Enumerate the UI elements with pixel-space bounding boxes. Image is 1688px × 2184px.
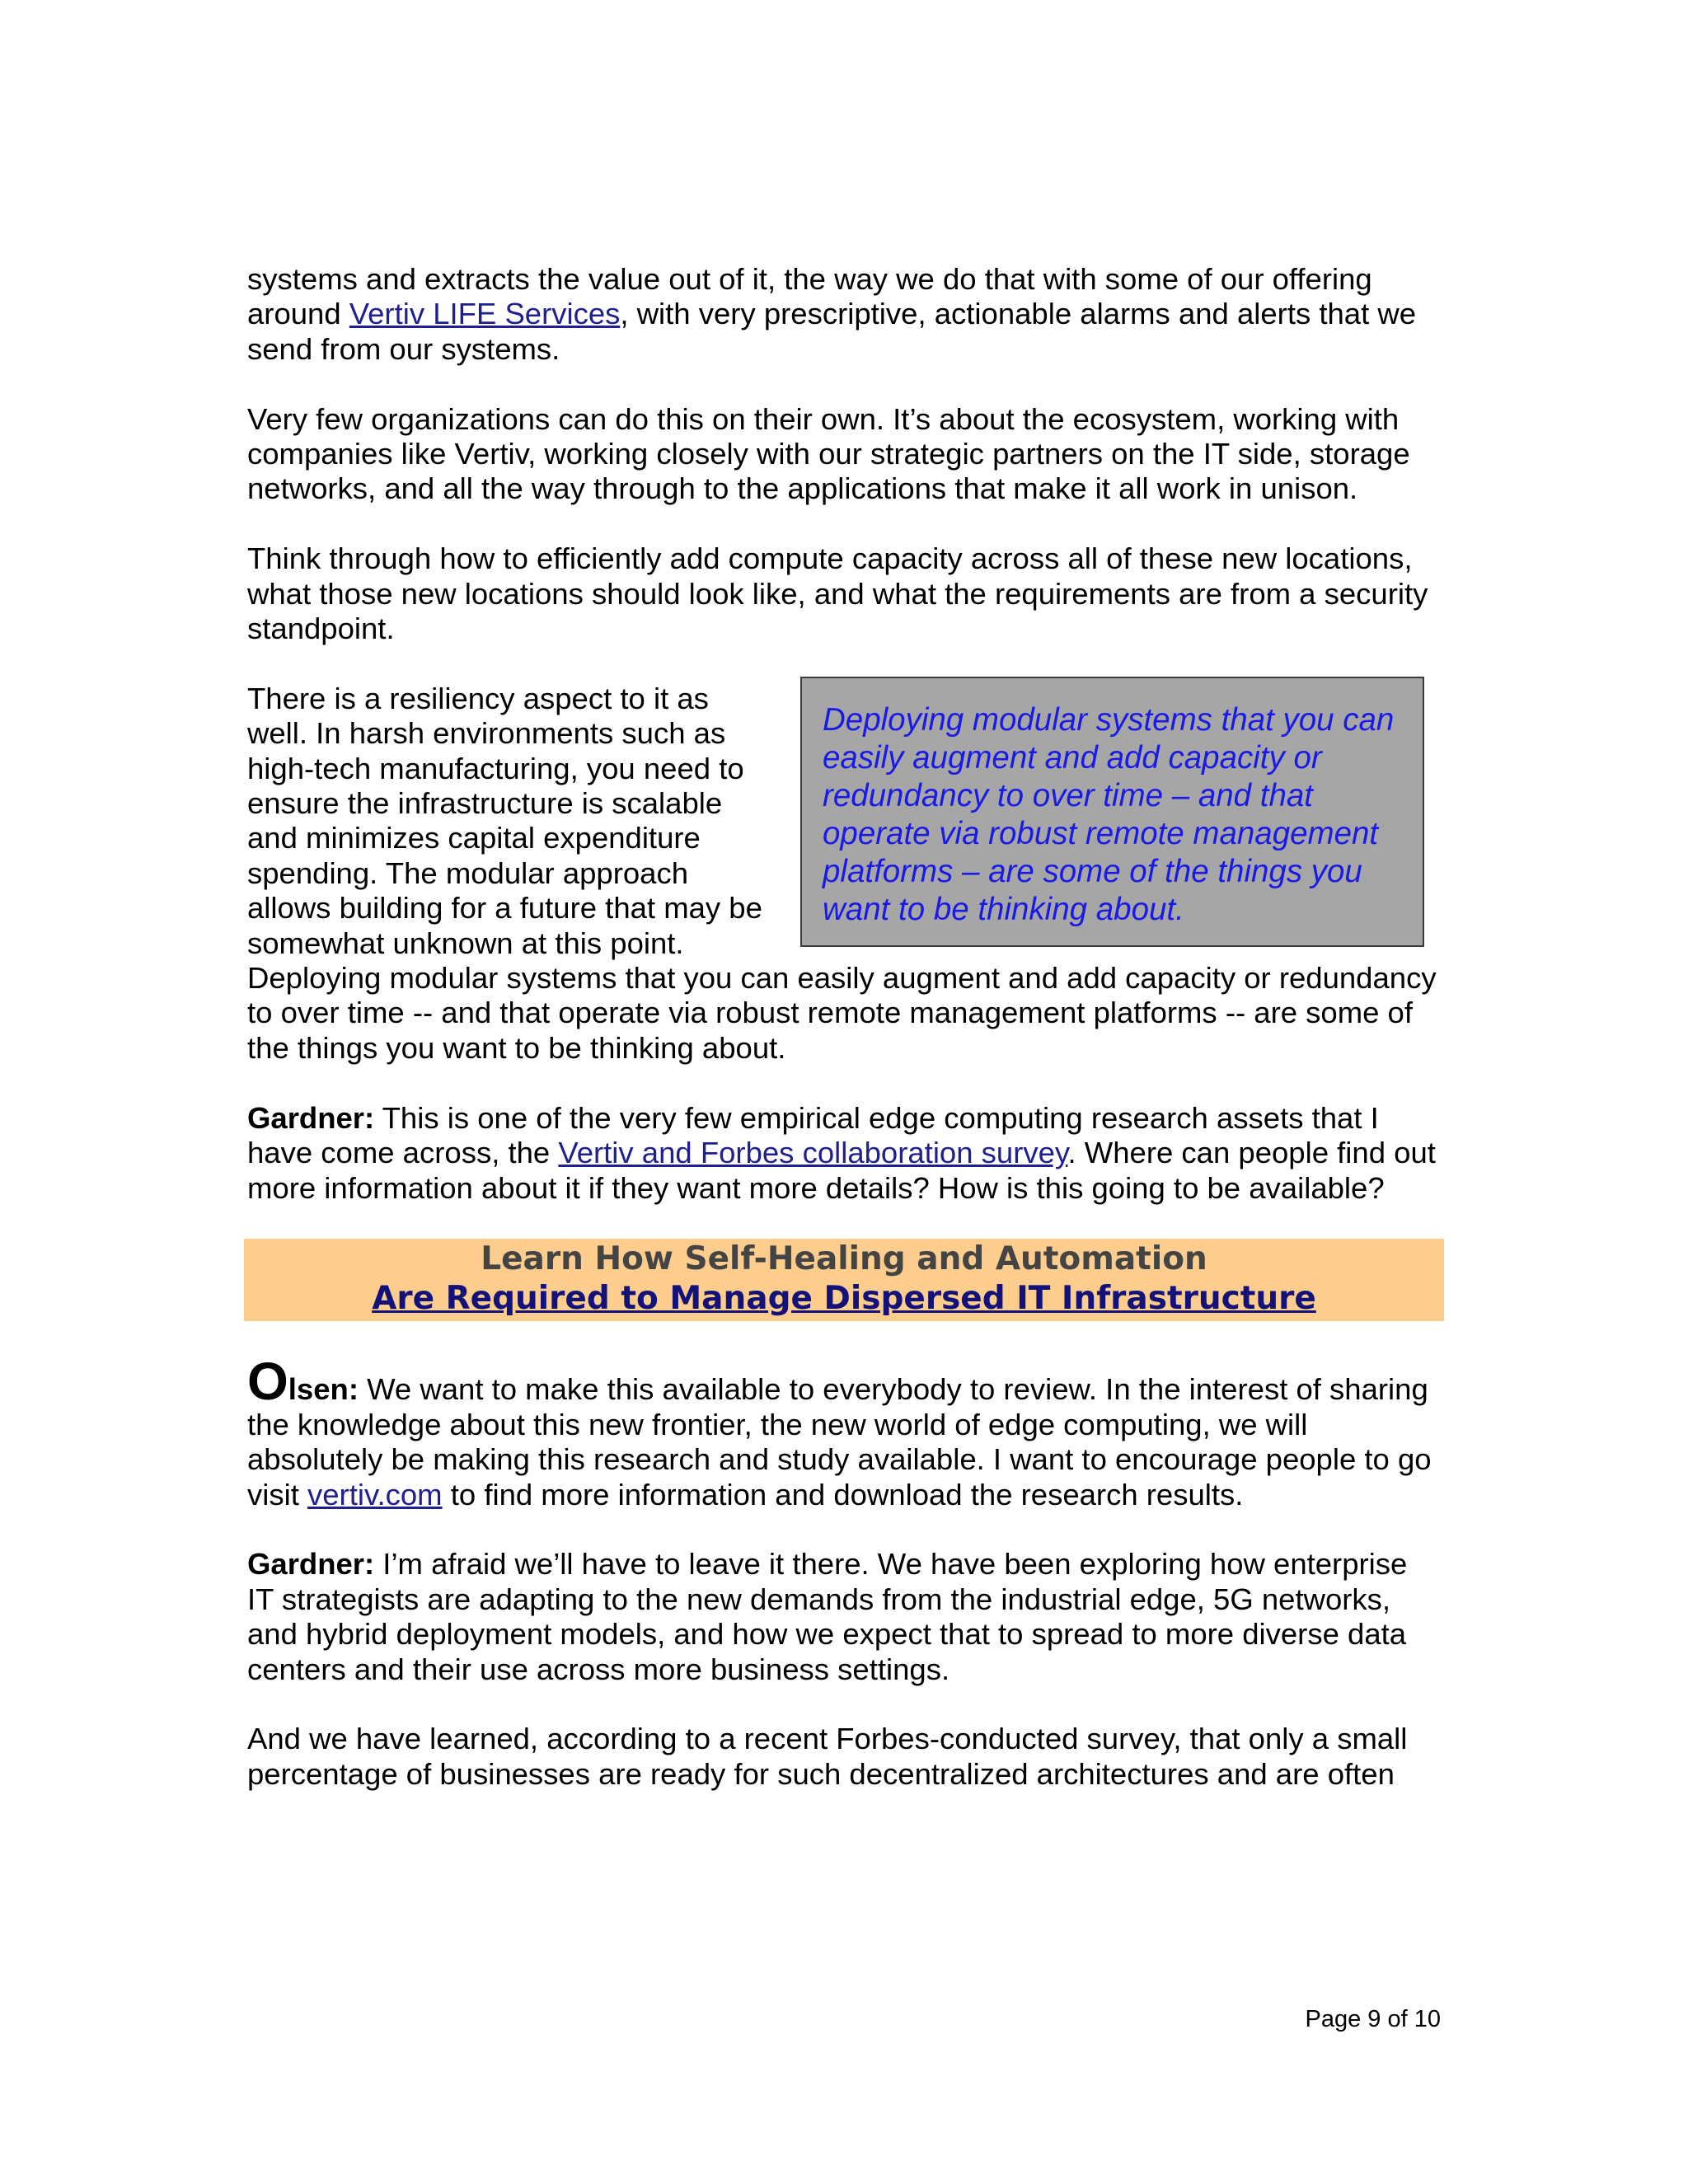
paragraph-6: Olsen: We want to make this available to everybody to review. In the interest of sharing the knowledge about this new frontier, the new world of edge computing, we will absolutely be making this research and study available. I want to encourage people to go visit vertiv.com to find more information and download the research results. [247,1352,1432,1511]
vertiv-life-services-link[interactable]: Vertiv LIFE Services [349,297,621,331]
paragraph-8: And we have learned, according to a recent Forbes-conducted survey, that only a small percentage of businesses are ready for such decentralized architectures and are often [247,1722,1408,1791]
speaker-label: Gardner: [247,1100,375,1135]
promo-banner [244,1239,1444,1321]
speaker-label: Gardner: [247,1547,375,1582]
pull-quote-box: Deploying modular systems that you can easily augment and add capacity or redundancy to over time – and that operate via robust remote management platforms – are some of the things you want to be thinking about. [800,677,1424,947]
page-number: Page 9 of 10 [1305,2006,1441,2032]
banner-line-1: Learn How Self-Healing and Automation [481,1240,1207,1278]
paragraph-5: Gardner: This is one of the very few empirical edge computing research assets that I have come across, the Vertiv and Forbes collaboration survey. Where can people find out more information about it if they want more details? How is this going to be available? [247,1100,1436,1205]
paragraph-2: Very few organizations can do this on their own. It’s about the ecosystem, working with companies like Vertiv, working closely with our strategic partners on the IT side, storage networks, and all the way through to the applications that make it all work in unison. [247,401,1410,506]
paragraph-1: systems and extracts the value out of it, the way we do that with some of our offering around Vertiv LIFE Services, with very prescriptive, actionable alarms and alerts that we send from our systems. [247,262,1417,366]
paragraph-7: Gardner: I’m afraid we’ll have to leave it there. We have been exploring how enterprise IT strategists are adapting to the new demands from the industrial edge, 5G networks, and hybrid deployment models, and how we expect that to spread to more diverse data centers and their use across more business settings. [247,1547,1408,1686]
paragraph-3: Think through how to efficiently add compute capacity across all of these new locations, what those new locations should look like, and what the requirements are from a security standpoint. [247,541,1428,646]
document-body [247,262,1441,1827]
drop-cap: O [247,1352,288,1412]
vertiv-forbes-survey-link[interactable]: Vertiv and Forbes collaboration survey [558,1136,1068,1170]
banner-link[interactable]: Are Required to Manage Dispersed IT Infrastructure [372,1280,1316,1318]
paragraph-4: There is a resiliency aspect to it as well. In harsh environments such as high-tech manufacturing, you need to ensure the infrastructure is scalable and minimizes capital expenditure spending. The modular approach allows building for a future that may be somewhat unknown at this point. Deploying modular systems that you can easily augment and add capacity or redundancy to over time -- and that operate via robust remote management platforms -- are some of the things you want to be thinking about. [247,681,1437,1065]
vertiv-com-link[interactable]: vertiv.com [307,1477,443,1511]
speaker-label: lsen: [288,1372,359,1407]
